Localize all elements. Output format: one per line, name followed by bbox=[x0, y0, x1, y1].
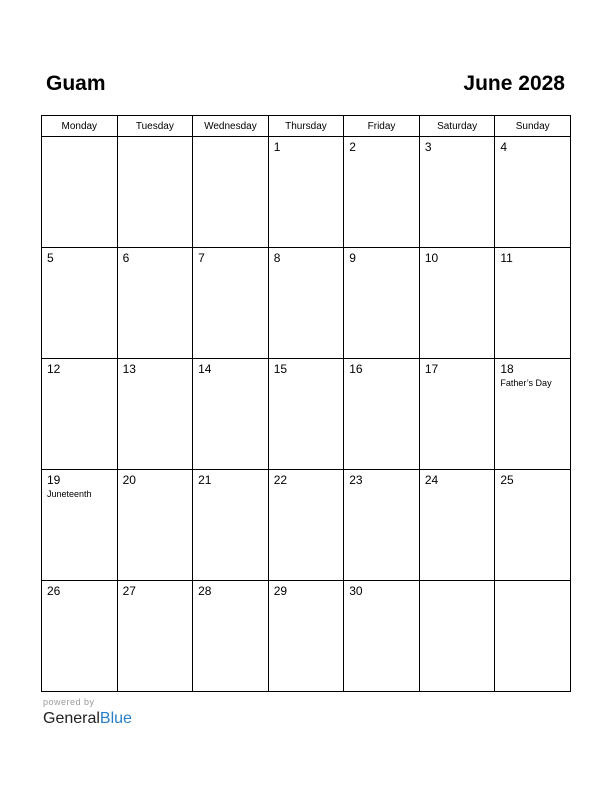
day-number: 3 bbox=[424, 140, 432, 154]
day-cell bbox=[344, 581, 420, 692]
day-cell bbox=[42, 581, 118, 692]
day-number bbox=[193, 137, 268, 140]
footer-branding bbox=[43, 697, 132, 729]
day-cell bbox=[495, 470, 571, 581]
day-number: 9 bbox=[349, 251, 356, 265]
day-number: 29 bbox=[273, 584, 288, 598]
day-number: 5 bbox=[47, 251, 54, 265]
day-cell bbox=[42, 137, 118, 248]
day-number: 30 bbox=[349, 584, 363, 598]
week-row-1 bbox=[42, 137, 571, 248]
day-number: 20 bbox=[122, 473, 136, 487]
day-cell bbox=[193, 470, 269, 581]
weekday-saturday: Saturday bbox=[419, 116, 495, 137]
powered-by-text: powered by bbox=[43, 697, 95, 707]
day-cell bbox=[419, 581, 495, 692]
calendar-grid bbox=[41, 115, 571, 692]
day-number: 17 bbox=[424, 362, 439, 376]
day-cell bbox=[193, 581, 269, 692]
day-cell bbox=[419, 359, 495, 470]
day-cell bbox=[268, 470, 344, 581]
weekday-thursday: Thursday bbox=[268, 116, 344, 137]
day-cell bbox=[268, 359, 344, 470]
holiday-label-fathers-day: Father’s Day bbox=[500, 378, 552, 388]
brand-blue-text: Blue bbox=[99, 710, 132, 727]
day-cell bbox=[42, 359, 118, 470]
day-number: 7 bbox=[198, 251, 205, 265]
weekday-sunday: Sunday bbox=[495, 116, 571, 137]
day-cell bbox=[117, 581, 193, 692]
weekday-friday: Friday bbox=[344, 116, 420, 137]
day-number: 8 bbox=[273, 251, 281, 265]
day-cell bbox=[344, 470, 420, 581]
day-cell bbox=[495, 359, 571, 470]
day-cell bbox=[193, 137, 269, 248]
day-cell bbox=[268, 248, 344, 359]
day-number bbox=[420, 581, 495, 584]
day-number: 13 bbox=[122, 362, 136, 376]
day-cell bbox=[419, 248, 495, 359]
day-number bbox=[495, 581, 570, 584]
day-number: 19 bbox=[47, 473, 61, 487]
day-cell bbox=[42, 470, 118, 581]
day-number: 15 bbox=[273, 362, 288, 376]
day-number: 14 bbox=[198, 362, 212, 376]
week-row-5 bbox=[42, 581, 571, 692]
region-title: Guam bbox=[46, 72, 106, 95]
day-cell bbox=[193, 248, 269, 359]
day-number: 26 bbox=[47, 584, 61, 598]
day-cell bbox=[419, 137, 495, 248]
day-number: 16 bbox=[349, 362, 363, 376]
holiday-label-juneteenth: Juneteenth bbox=[47, 489, 92, 499]
weekday-tuesday: Tuesday bbox=[117, 116, 193, 137]
brand-general-text: General bbox=[43, 710, 100, 727]
day-number: 27 bbox=[122, 584, 136, 598]
day-number: 24 bbox=[424, 473, 439, 487]
day-number: 10 bbox=[424, 251, 439, 265]
day-cell bbox=[495, 248, 571, 359]
weekday-wednesday: Wednesday bbox=[193, 116, 269, 137]
day-cell bbox=[42, 248, 118, 359]
day-number: 18 bbox=[500, 362, 514, 376]
day-cell bbox=[117, 359, 193, 470]
day-cell bbox=[495, 137, 571, 248]
day-cell bbox=[117, 137, 193, 248]
week-row-3 bbox=[42, 359, 571, 470]
day-cell bbox=[344, 359, 420, 470]
day-number: 6 bbox=[122, 251, 130, 265]
week-row-4 bbox=[42, 470, 571, 581]
day-cell bbox=[193, 359, 269, 470]
day-cell bbox=[344, 137, 420, 248]
day-cell bbox=[117, 470, 193, 581]
day-number: 1 bbox=[273, 140, 281, 154]
day-cell bbox=[495, 581, 571, 692]
day-number: 28 bbox=[198, 584, 212, 598]
generalblue-logo[interactable] bbox=[43, 709, 132, 729]
day-number bbox=[42, 137, 117, 140]
weekday-header-row bbox=[42, 116, 571, 137]
day-number: 4 bbox=[500, 140, 508, 154]
day-cell bbox=[419, 470, 495, 581]
day-number: 21 bbox=[198, 473, 212, 487]
day-number bbox=[118, 137, 193, 140]
day-cell bbox=[268, 581, 344, 692]
week-row-2 bbox=[42, 248, 571, 359]
day-number: 12 bbox=[47, 362, 61, 376]
day-cell bbox=[344, 248, 420, 359]
month-year-title: June 2028 bbox=[463, 72, 565, 95]
day-number: 23 bbox=[349, 473, 363, 487]
day-number: 22 bbox=[273, 473, 288, 487]
day-number: 11 bbox=[500, 251, 513, 265]
day-cell bbox=[117, 248, 193, 359]
day-cell bbox=[268, 137, 344, 248]
day-number: 2 bbox=[349, 140, 356, 154]
weekday-monday: Monday bbox=[42, 116, 118, 137]
day-number: 25 bbox=[500, 473, 514, 487]
